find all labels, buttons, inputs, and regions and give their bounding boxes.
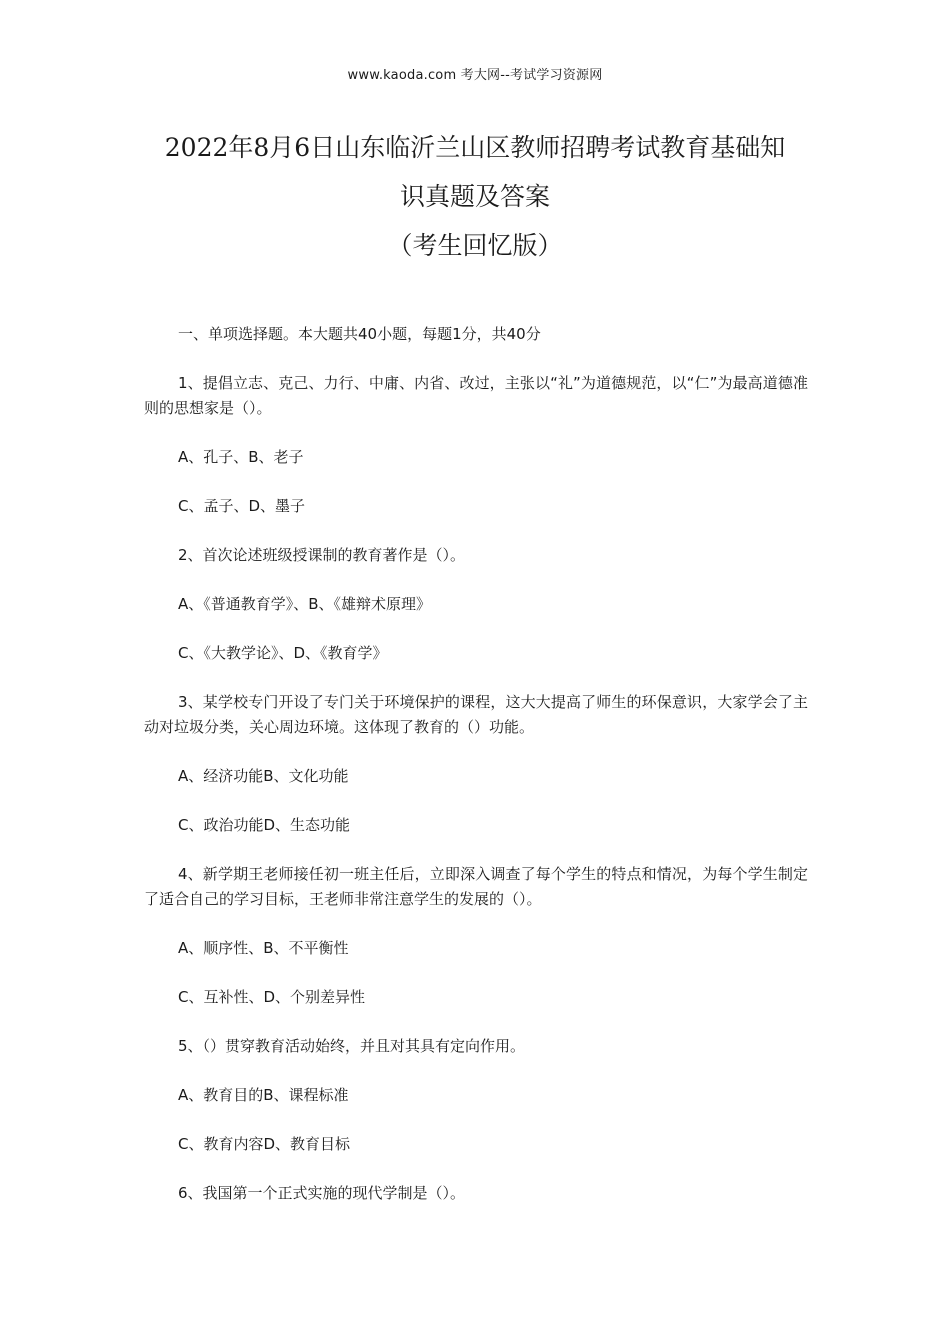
page-subtitle: （考生回忆版） bbox=[387, 231, 563, 260]
question-3-stem: 3、某学校专门开设了专门关于环境保护的课程，这大大提高了师生的环保意识，大家学会了主动对垃圾分类，关心周边环境。这体现了教育的（）功能。 bbox=[144, 693, 808, 736]
page-title-line-1: 2022年8月6日山东临沂兰山区教师招聘考试教育基础知 bbox=[164, 133, 786, 162]
question-1-options-ab: A、孔子、B、老子 bbox=[178, 448, 304, 466]
question-4-stem: 4、新学期王老师接任初一班主任后，立即深入调查了每个学生的特点和情况，为每个学生制定了适合自己的学习目标，王老师非常注意学生的发展的（）。 bbox=[144, 865, 808, 908]
question-4-options-cd: C、互补性、D、个别差异性 bbox=[178, 988, 366, 1006]
question-2-options-cd: C、《大教学论》、D、《教育学》 bbox=[178, 644, 388, 662]
question-2-stem: 2、首次论述班级授课制的教育著作是（）。 bbox=[178, 546, 466, 564]
question-3-options-ab: A、经济功能B、文化功能 bbox=[178, 767, 349, 785]
document-body bbox=[144, 322, 808, 1206]
question-1-options-cd: C、孟子、D、墨子 bbox=[178, 497, 306, 515]
question-2-options-ab: A、《普通教育学》、B、《雄辩术原理》 bbox=[178, 595, 432, 613]
question-4-options-ab: A、顺序性、B、不平衡性 bbox=[178, 939, 349, 957]
question-5-options-ab: A、教育目的B、课程标准 bbox=[178, 1086, 349, 1104]
question-6-stem: 6、我国第一个正式实施的现代学制是（）。 bbox=[178, 1184, 466, 1202]
site-header: www.kaoda.com 考大网--考试学习资源网 bbox=[347, 68, 603, 83]
question-5-stem: 5、（）贯穿教育活动始终，并且对其具有定向作用。 bbox=[178, 1037, 526, 1055]
question-3-options-cd: C、政治功能D、生态功能 bbox=[178, 816, 351, 834]
question-1-stem: 1、提倡立志、克己、力行、中庸、内省、改过，主张以“礼”为道德规范，以“仁”为最高道德准则的思想家是（）。 bbox=[144, 374, 808, 417]
page-title-line-2: 识真题及答案 bbox=[399, 182, 550, 211]
question-5-options-cd: C、教育内容D、教育目标 bbox=[178, 1135, 351, 1153]
section-heading: 一、单项选择题。本大题共40小题，每题1分，共40分 bbox=[178, 325, 541, 343]
